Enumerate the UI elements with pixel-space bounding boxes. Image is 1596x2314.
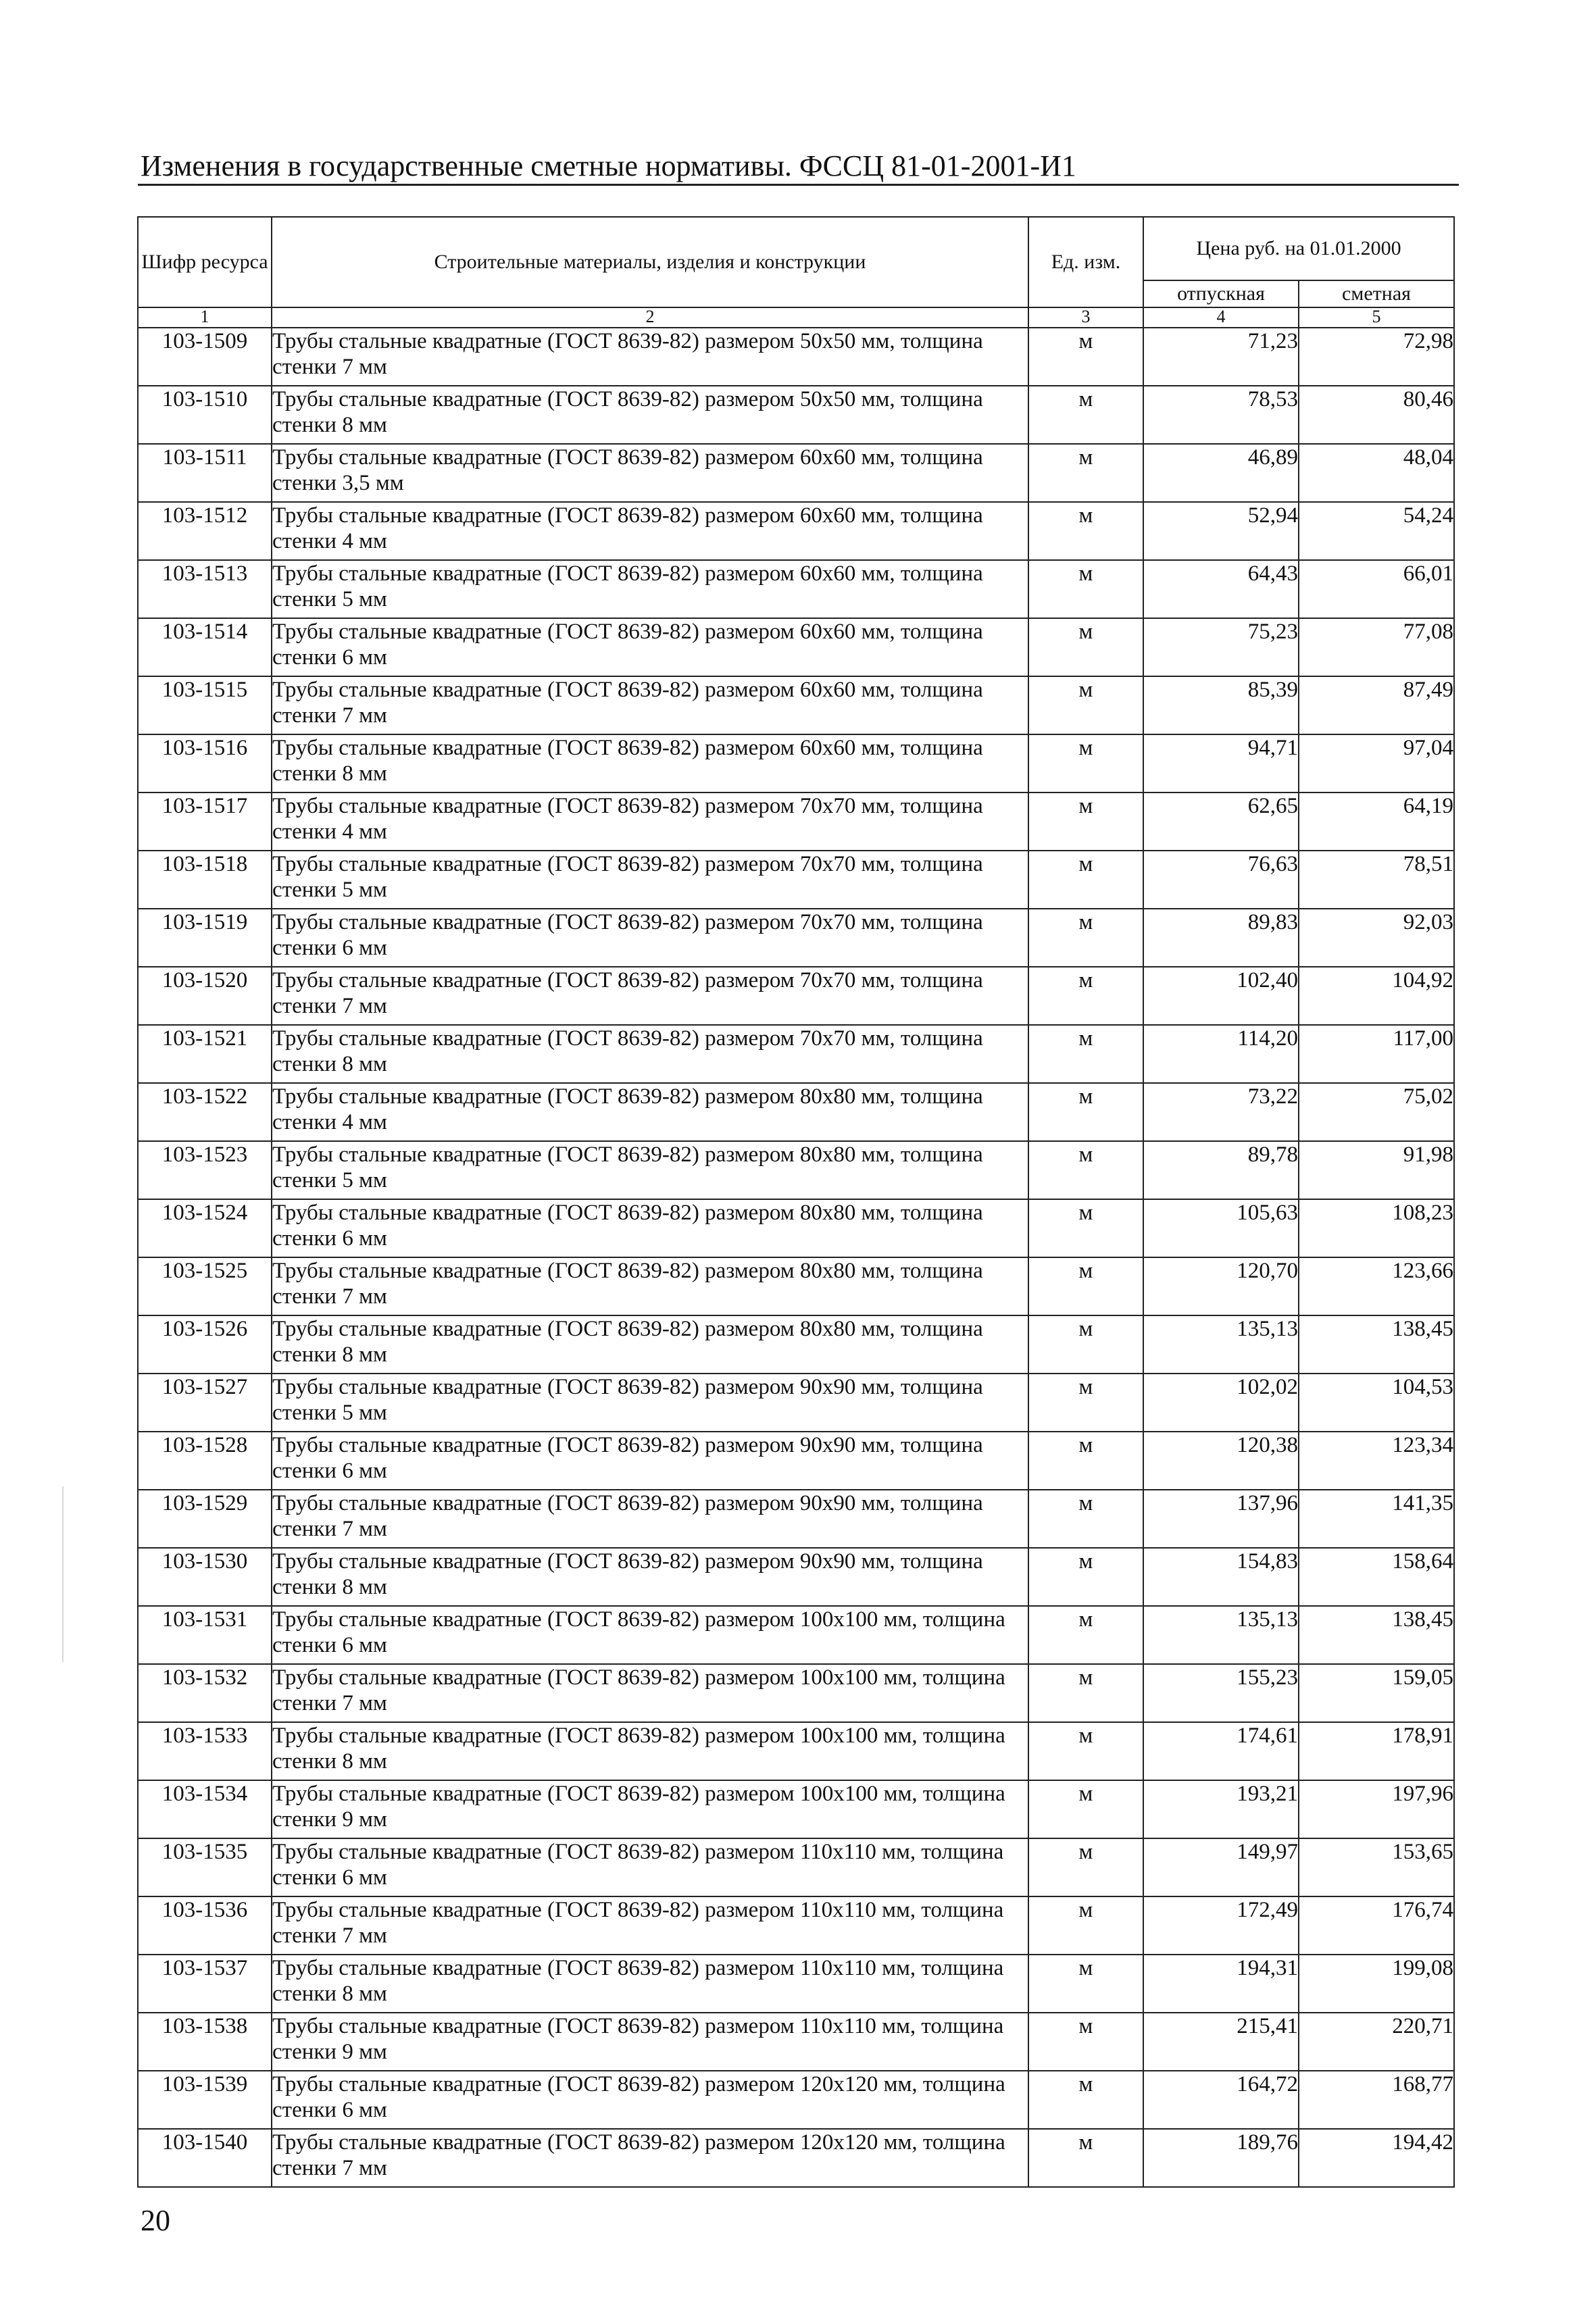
table-row (138, 386, 1454, 444)
unit-cell: м (1028, 1141, 1143, 1199)
unit-cell: м (1028, 1896, 1143, 1955)
page-number: 20 (141, 2204, 170, 2237)
material-name-cell: Трубы стальные квадратные (ГОСТ 8639-82) размером 90х90 мм, толщина стенки 7 мм (272, 1490, 1028, 1548)
table-row (138, 909, 1454, 967)
estimate-price-cell: 91,98 (1299, 1141, 1454, 1199)
estimate-price-cell: 80,46 (1299, 386, 1454, 444)
release-price-cell: 94,71 (1143, 734, 1299, 793)
resource-code-cell: 103-1533 (138, 1722, 272, 1780)
unit-cell: м (1028, 328, 1143, 386)
unit-cell: м (1028, 1315, 1143, 1374)
estimate-price-cell: 123,66 (1299, 1257, 1454, 1315)
unit-cell: м (1028, 676, 1143, 734)
resource-code-cell: 103-1522 (138, 1083, 272, 1141)
unit-cell: м (1028, 851, 1143, 909)
material-name-cell: Трубы стальные квадратные (ГОСТ 8639-82) размером 110х110 мм, толщина стенки 9 мм (272, 2013, 1028, 2071)
material-name-cell: Трубы стальные квадратные (ГОСТ 8639-82) размером 60х60 мм, толщина стенки 5 мм (272, 560, 1028, 618)
material-name-cell: Трубы стальные квадратные (ГОСТ 8639-82) размером 80х80 мм, толщина стенки 5 мм (272, 1141, 1028, 1199)
material-name-cell: Трубы стальные квадратные (ГОСТ 8639-82) размером 80х80 мм, толщина стенки 7 мм (272, 1257, 1028, 1315)
header-price-estimate: сметная (1299, 280, 1454, 307)
resource-code-cell: 103-1515 (138, 676, 272, 734)
estimate-price-cell: 220,71 (1299, 2013, 1454, 2071)
table-row (138, 967, 1454, 1025)
material-name-cell: Трубы стальные квадратные (ГОСТ 8639-82) размером 110х110 мм, толщина стенки 8 мм (272, 1955, 1028, 2013)
material-name-cell: Трубы стальные квадратные (ГОСТ 8639-82) размером 100х100 мм, толщина стенки 9 мм (272, 1780, 1028, 1838)
scan-artifact-line (62, 1486, 64, 1662)
release-price-cell: 174,61 (1143, 1722, 1299, 1780)
material-name-cell: Трубы стальные квадратные (ГОСТ 8639-82) размером 90х90 мм, толщина стенки 5 мм (272, 1374, 1028, 1432)
unit-cell: м (1028, 2071, 1143, 2129)
column-number: 4 (1143, 307, 1299, 328)
table-row (138, 1664, 1454, 1722)
resource-code-cell: 103-1526 (138, 1315, 272, 1374)
resource-code-cell: 103-1524 (138, 1199, 272, 1257)
unit-cell: м (1028, 1838, 1143, 1896)
header-price-release: отпускная (1143, 280, 1299, 307)
release-price-cell: 193,21 (1143, 1780, 1299, 1838)
estimate-price-cell: 199,08 (1299, 1955, 1454, 2013)
resource-code-cell: 103-1528 (138, 1432, 272, 1490)
unit-cell: м (1028, 444, 1143, 502)
table-row (138, 1315, 1454, 1374)
estimate-price-cell: 72,98 (1299, 328, 1454, 386)
resource-code-cell: 103-1532 (138, 1664, 272, 1722)
header-material-name: Строительные материалы, изделия и конструкции (272, 217, 1028, 307)
unit-cell: м (1028, 560, 1143, 618)
resource-code-cell: 103-1511 (138, 444, 272, 502)
estimate-price-cell: 54,24 (1299, 502, 1454, 560)
resource-code-cell: 103-1519 (138, 909, 272, 967)
release-price-cell: 149,97 (1143, 1838, 1299, 1896)
estimate-price-cell: 168,77 (1299, 2071, 1454, 2129)
table-row (138, 793, 1454, 851)
column-number-row (138, 307, 1454, 328)
resource-code-cell: 103-1509 (138, 328, 272, 386)
table-row (138, 502, 1454, 560)
table-row (138, 1838, 1454, 1896)
estimate-price-cell: 78,51 (1299, 851, 1454, 909)
release-price-cell: 194,31 (1143, 1955, 1299, 2013)
resource-code-cell: 103-1537 (138, 1955, 272, 2013)
unit-cell: м (1028, 1490, 1143, 1548)
material-name-cell: Трубы стальные квадратные (ГОСТ 8639-82) размером 100х100 мм, толщина стенки 8 мм (272, 1722, 1028, 1780)
estimate-price-cell: 48,04 (1299, 444, 1454, 502)
unit-cell: м (1028, 1374, 1143, 1432)
unit-cell: м (1028, 909, 1143, 967)
table-row (138, 560, 1454, 618)
resource-code-cell: 103-1518 (138, 851, 272, 909)
resource-code-cell: 103-1513 (138, 560, 272, 618)
estimate-price-cell: 87,49 (1299, 676, 1454, 734)
material-name-cell: Трубы стальные квадратные (ГОСТ 8639-82) размером 70х70 мм, толщина стенки 4 мм (272, 793, 1028, 851)
resource-code-cell: 103-1539 (138, 2071, 272, 2129)
material-name-cell: Трубы стальные квадратные (ГОСТ 8639-82) размером 100х100 мм, толщина стенки 6 мм (272, 1606, 1028, 1664)
table-row (138, 1141, 1454, 1199)
table-row (138, 1896, 1454, 1955)
unit-cell: м (1028, 502, 1143, 560)
table-row (138, 1257, 1454, 1315)
release-price-cell: 215,41 (1143, 2013, 1299, 2071)
material-name-cell: Трубы стальные квадратные (ГОСТ 8639-82) размером 90х90 мм, толщина стенки 8 мм (272, 1548, 1028, 1606)
estimate-price-cell: 66,01 (1299, 560, 1454, 618)
resource-code-cell: 103-1527 (138, 1374, 272, 1432)
unit-cell: м (1028, 793, 1143, 851)
estimate-price-cell: 178,91 (1299, 1722, 1454, 1780)
unit-cell: м (1028, 1606, 1143, 1664)
material-name-cell: Трубы стальные квадратные (ГОСТ 8639-82) размером 80х80 мм, толщина стенки 4 мм (272, 1083, 1028, 1141)
table-row (138, 618, 1454, 676)
unit-cell: м (1028, 967, 1143, 1025)
release-price-cell: 76,63 (1143, 851, 1299, 909)
resource-code-cell: 103-1529 (138, 1490, 272, 1548)
estimate-price-cell: 176,74 (1299, 1896, 1454, 1955)
unit-cell: м (1028, 2129, 1143, 2187)
table-row (138, 1955, 1454, 2013)
material-name-cell: Трубы стальные квадратные (ГОСТ 8639-82) размером 110х110 мм, толщина стенки 6 мм (272, 1838, 1028, 1896)
column-number: 3 (1028, 307, 1143, 328)
estimate-price-cell: 77,08 (1299, 618, 1454, 676)
unit-cell: м (1028, 618, 1143, 676)
release-price-cell: 135,13 (1143, 1315, 1299, 1374)
release-price-cell: 105,63 (1143, 1199, 1299, 1257)
resource-code-cell: 103-1520 (138, 967, 272, 1025)
unit-cell: м (1028, 1199, 1143, 1257)
release-price-cell: 155,23 (1143, 1664, 1299, 1722)
resource-code-cell: 103-1517 (138, 793, 272, 851)
resource-code-cell: 103-1531 (138, 1606, 272, 1664)
release-price-cell: 75,23 (1143, 618, 1299, 676)
release-price-cell: 120,70 (1143, 1257, 1299, 1315)
resource-code-cell: 103-1538 (138, 2013, 272, 2071)
header-divider (138, 184, 1459, 186)
table-row (138, 1199, 1454, 1257)
material-name-cell: Трубы стальные квадратные (ГОСТ 8639-82) размером 70х70 мм, толщина стенки 5 мм (272, 851, 1028, 909)
resource-code-cell: 103-1523 (138, 1141, 272, 1199)
material-name-cell: Трубы стальные квадратные (ГОСТ 8639-82) размером 50х50 мм, толщина стенки 8 мм (272, 386, 1028, 444)
table-row (138, 734, 1454, 793)
estimate-price-cell: 97,04 (1299, 734, 1454, 793)
release-price-cell: 64,43 (1143, 560, 1299, 618)
unit-cell: м (1028, 1257, 1143, 1315)
estimate-price-cell: 194,42 (1299, 2129, 1454, 2187)
table-row (138, 1025, 1454, 1083)
material-name-cell: Трубы стальные квадратные (ГОСТ 8639-82) размером 110х110 мм, толщина стенки 7 мм (272, 1896, 1028, 1955)
unit-cell: м (1028, 2013, 1143, 2071)
release-price-cell: 164,72 (1143, 2071, 1299, 2129)
column-number: 5 (1299, 307, 1454, 328)
estimate-price-cell: 108,23 (1299, 1199, 1454, 1257)
column-number: 1 (138, 307, 272, 328)
price-table (137, 216, 1455, 2188)
material-name-cell: Трубы стальные квадратные (ГОСТ 8639-82) размером 70х70 мм, толщина стенки 7 мм (272, 967, 1028, 1025)
unit-cell: м (1028, 386, 1143, 444)
release-price-cell: 114,20 (1143, 1025, 1299, 1083)
table-row (138, 1490, 1454, 1548)
release-price-cell: 73,22 (1143, 1083, 1299, 1141)
resource-code-cell: 103-1521 (138, 1025, 272, 1083)
estimate-price-cell: 158,64 (1299, 1548, 1454, 1606)
table-row (138, 1083, 1454, 1141)
estimate-price-cell: 104,53 (1299, 1374, 1454, 1432)
table-row (138, 1722, 1454, 1780)
release-price-cell: 46,89 (1143, 444, 1299, 502)
estimate-price-cell: 75,02 (1299, 1083, 1454, 1141)
material-name-cell: Трубы стальные квадратные (ГОСТ 8639-82) размером 120х120 мм, толщина стенки 7 мм (272, 2129, 1028, 2187)
material-name-cell: Трубы стальные квадратные (ГОСТ 8639-82) размером 70х70 мм, толщина стенки 8 мм (272, 1025, 1028, 1083)
release-price-cell: 172,49 (1143, 1896, 1299, 1955)
release-price-cell: 52,94 (1143, 502, 1299, 560)
release-price-cell: 78,53 (1143, 386, 1299, 444)
estimate-price-cell: 92,03 (1299, 909, 1454, 967)
material-name-cell: Трубы стальные квадратные (ГОСТ 8639-82) размером 80х80 мм, толщина стенки 8 мм (272, 1315, 1028, 1374)
table-row (138, 1432, 1454, 1490)
estimate-price-cell: 159,05 (1299, 1664, 1454, 1722)
resource-code-cell: 103-1510 (138, 386, 272, 444)
material-name-cell: Трубы стальные квадратные (ГОСТ 8639-82) размером 120х120 мм, толщина стенки 6 мм (272, 2071, 1028, 2129)
column-number: 2 (272, 307, 1028, 328)
table-row (138, 1548, 1454, 1606)
unit-cell: м (1028, 1664, 1143, 1722)
resource-code-cell: 103-1534 (138, 1780, 272, 1838)
material-name-cell: Трубы стальные квадратные (ГОСТ 8639-82) размером 90х90 мм, толщина стенки 6 мм (272, 1432, 1028, 1490)
material-name-cell: Трубы стальные квадратные (ГОСТ 8639-82) размером 60х60 мм, толщина стенки 4 мм (272, 502, 1028, 560)
table-row (138, 2013, 1454, 2071)
estimate-price-cell: 123,34 (1299, 1432, 1454, 1490)
table-row (138, 1374, 1454, 1432)
estimate-price-cell: 197,96 (1299, 1780, 1454, 1838)
unit-cell: м (1028, 1432, 1143, 1490)
material-name-cell: Трубы стальные квадратные (ГОСТ 8639-82) размером 80х80 мм, толщина стенки 6 мм (272, 1199, 1028, 1257)
release-price-cell: 102,40 (1143, 967, 1299, 1025)
resource-code-cell: 103-1512 (138, 502, 272, 560)
estimate-price-cell: 64,19 (1299, 793, 1454, 851)
release-price-cell: 85,39 (1143, 676, 1299, 734)
material-name-cell: Трубы стальные квадратные (ГОСТ 8639-82) размером 100х100 мм, толщина стенки 7 мм (272, 1664, 1028, 1722)
material-name-cell: Трубы стальные квадратные (ГОСТ 8639-82) размером 60х60 мм, толщина стенки 8 мм (272, 734, 1028, 793)
estimate-price-cell: 138,45 (1299, 1606, 1454, 1664)
resource-code-cell: 103-1525 (138, 1257, 272, 1315)
release-price-cell: 154,83 (1143, 1548, 1299, 1606)
unit-cell: м (1028, 1083, 1143, 1141)
resource-code-cell: 103-1516 (138, 734, 272, 793)
estimate-price-cell: 117,00 (1299, 1025, 1454, 1083)
release-price-cell: 135,13 (1143, 1606, 1299, 1664)
material-name-cell: Трубы стальные квадратные (ГОСТ 8639-82) размером 70х70 мм, толщина стенки 6 мм (272, 909, 1028, 967)
table-row (138, 328, 1454, 386)
table-row (138, 2071, 1454, 2129)
page-header-title: Изменения в государственные сметные нормативы. ФССЦ 81-01-2001-И1 (141, 149, 1076, 182)
material-name-cell: Трубы стальные квадратные (ГОСТ 8639-82) размером 50х50 мм, толщина стенки 7 мм (272, 328, 1028, 386)
release-price-cell: 62,65 (1143, 793, 1299, 851)
table-row (138, 676, 1454, 734)
resource-code-cell: 103-1514 (138, 618, 272, 676)
unit-cell: м (1028, 1025, 1143, 1083)
estimate-price-cell: 104,92 (1299, 967, 1454, 1025)
resource-code-cell: 103-1530 (138, 1548, 272, 1606)
resource-code-cell: 103-1536 (138, 1896, 272, 1955)
estimate-price-cell: 138,45 (1299, 1315, 1454, 1374)
estimate-price-cell: 153,65 (1299, 1838, 1454, 1896)
unit-cell: м (1028, 734, 1143, 793)
table-row (138, 1606, 1454, 1664)
release-price-cell: 120,38 (1143, 1432, 1299, 1490)
release-price-cell: 71,23 (1143, 328, 1299, 386)
estimate-price-cell: 141,35 (1299, 1490, 1454, 1548)
release-price-cell: 137,96 (1143, 1490, 1299, 1548)
table-row (138, 2129, 1454, 2187)
material-name-cell: Трубы стальные квадратные (ГОСТ 8639-82) размером 60х60 мм, толщина стенки 6 мм (272, 618, 1028, 676)
unit-cell: м (1028, 1955, 1143, 2013)
table-row (138, 851, 1454, 909)
release-price-cell: 89,78 (1143, 1141, 1299, 1199)
release-price-cell: 89,83 (1143, 909, 1299, 967)
resource-code-cell: 103-1540 (138, 2129, 272, 2187)
material-name-cell: Трубы стальные квадратные (ГОСТ 8639-82) размером 60х60 мм, толщина стенки 7 мм (272, 676, 1028, 734)
table-row (138, 444, 1454, 502)
header-unit: Ед. изм. (1028, 217, 1143, 307)
unit-cell: м (1028, 1548, 1143, 1606)
header-price-date: Цена руб. на 01.01.2000 (1143, 217, 1454, 280)
unit-cell: м (1028, 1780, 1143, 1838)
release-price-cell: 102,02 (1143, 1374, 1299, 1432)
table-row (138, 1780, 1454, 1838)
material-name-cell: Трубы стальные квадратные (ГОСТ 8639-82) размером 60х60 мм, толщина стенки 3,5 мм (272, 444, 1028, 502)
resource-code-cell: 103-1535 (138, 1838, 272, 1896)
release-price-cell: 189,76 (1143, 2129, 1299, 2187)
header-resource-code: Шифр ресурса (138, 217, 272, 307)
unit-cell: м (1028, 1722, 1143, 1780)
